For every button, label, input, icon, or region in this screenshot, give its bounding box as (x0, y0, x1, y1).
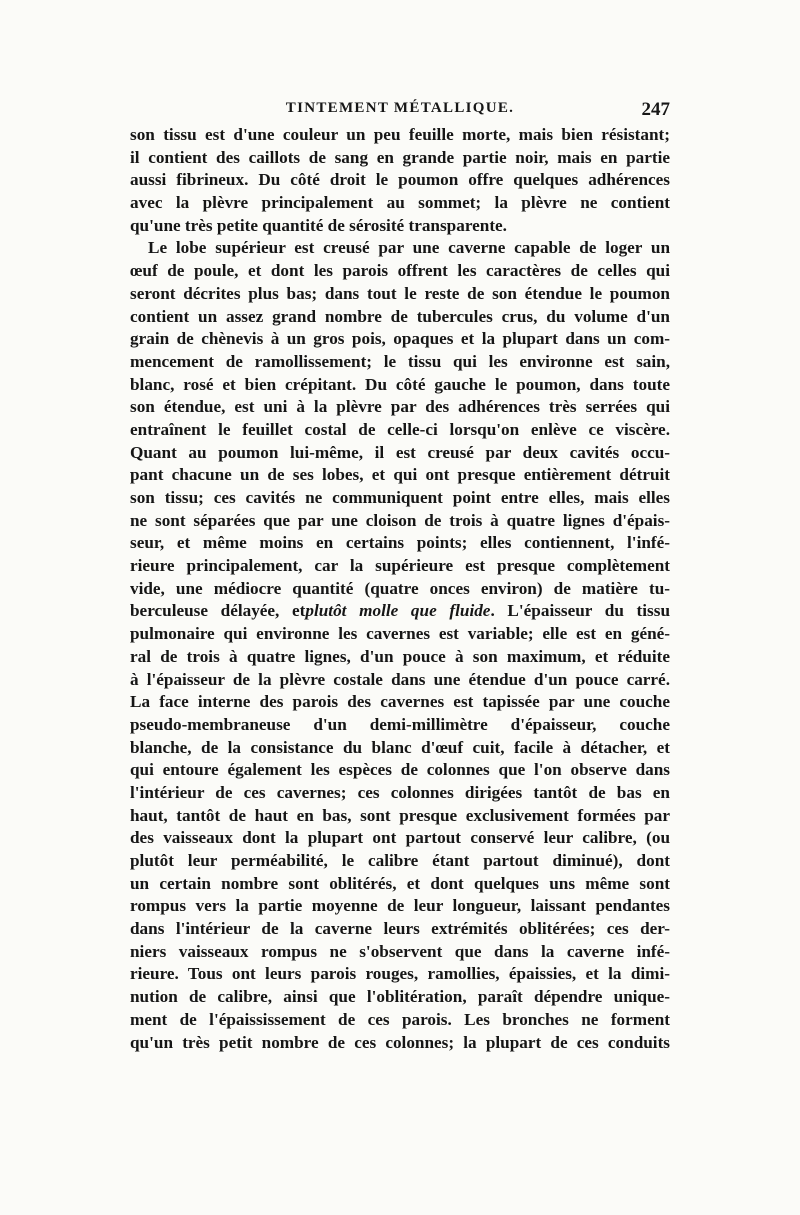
running-title: TINTEMENT MÉTALLIQUE. (285, 100, 515, 116)
text-line: à l'épaisseur de la plèvre costale dans une étendue d'un pouce carré. (130, 669, 670, 689)
text-line: pulmonaire qui environne les cavernes est variable; elle est en géné- (130, 624, 670, 644)
text-line: plutôt leur perméabilité, le calibre étant partout diminué), dont (130, 851, 670, 870)
text-line: œuf de poule, et dont les parois offrent les caractères de celles qui (130, 261, 670, 281)
text-line: son tissu; ces cavités ne communiquent point entre elles, mais elles (130, 488, 670, 507)
text-line: des vaisseaux dont la plupart ont partout conservé leur calibre, (ou (130, 828, 670, 848)
text-line: il contient des caillots de sang en grande partie noir, mais en partie (130, 147, 670, 167)
text-line: Quant au poumon lui-même, il est creusé par deux cavités occu- (130, 442, 670, 462)
text-line: pant chacune un de ses lobes, et qui ont presque entièrement détruit (130, 465, 670, 485)
italic-phrase: plutôt molle que fluide (305, 601, 491, 621)
text-line: seur, et même moins en certains points; elles contiennent, l'infé- (130, 533, 670, 553)
text-line: qu'une très petite quantité de sérosité transparente. (130, 215, 507, 235)
text-line: avec la plèvre principalement au sommet; la plèvre ne contient (130, 193, 670, 213)
text-line-with-italic (130, 600, 670, 623)
text-line: rieure. Tous ont leurs parois rouges, ramollies, épaissies, et la dimi- (130, 964, 670, 984)
text-line: La face interne des parois des cavernes est tapissée par une couche (130, 692, 670, 712)
text-line: ment de l'épaississement de ces parois. Les bronches ne forment (130, 1009, 670, 1029)
text-line: seront décrites plus bas; dans tout le reste de son étendue le poumon (130, 283, 670, 303)
text-segment: berculeuse délayée, et (130, 601, 306, 621)
text-line: rompus vers la partie moyenne de leur longueur, laissant pendantes (130, 896, 670, 916)
text-line: blanche, de la consistance du blanc d'œuf cuit, facile à détacher, et (130, 737, 670, 757)
page-header (130, 100, 670, 124)
text-line: qu'un très petit nombre de ces colonnes; la plupart de ces conduits (130, 1032, 670, 1052)
text-line: entraînent le feuillet costal de celle-ci lorsqu'on enlève ce viscère. (130, 419, 670, 439)
text-line: son étendue, est uni à la plèvre par des adhérences très serrées qui (130, 397, 670, 417)
text-line: vide, une médiocre quantité (quatre onces environ) de matière tu- (130, 578, 670, 598)
text-line: qui entoure également les espèces de colonnes que l'on observe dans (130, 760, 670, 780)
text-line: dans l'intérieur de la caverne leurs extrémités oblitérées; ces der- (130, 919, 670, 939)
text-line: blanc, rosé et bien crépitant. Du côté gauche le poumon, dans toute (130, 374, 670, 394)
paragraph-first-line: Le lobe supérieur est creusé par une caverne capable de loger un (148, 238, 670, 258)
page-number: 247 (641, 99, 670, 120)
text-line: son tissu est d'une couleur un peu feuille morte, mais bien résistant; (130, 125, 670, 144)
text-line: mencement de ramollissement; le tissu qui les environne est sain, (130, 351, 670, 371)
text-line: aussi fibrineux. Du côté droit le poumon offre quelques adhérences (130, 170, 670, 190)
text-line: un certain nombre sont oblitérés, et dont quelques uns même sont (130, 873, 670, 893)
text-line: l'intérieur de ces cavernes; ces colonnes dirigées tantôt de bas en (130, 782, 670, 802)
text-segment: . L'épaisseur du tissu (490, 601, 670, 621)
text-line: contient un assez grand nombre de tubercules crus, du volume d'un (130, 306, 670, 326)
text-line: niers vaisseaux rompus ne s'observent que dans la caverne infé- (130, 941, 670, 961)
body-text (130, 124, 670, 1054)
text-line: rieure principalement, car la supérieure est presque complètement (130, 556, 670, 576)
text-line: nution de calibre, ainsi que l'oblitération, paraît dépendre unique- (130, 987, 670, 1007)
text-line: ne sont séparées que par une cloison de trois à quatre lignes d'épais- (130, 510, 670, 530)
text-line: grain de chènevis à un gros pois, opaques et la plupart dans un com- (130, 329, 670, 349)
text-line: haut, tantôt de haut en bas, sont presque exclusivement formées par (130, 805, 670, 825)
text-line: ral de trois à quatre lignes, d'un pouce à son maximum, et réduite (130, 646, 670, 666)
text-line: pseudo-membraneuse d'un demi-millimètre d'épaisseur, couche (130, 714, 670, 734)
